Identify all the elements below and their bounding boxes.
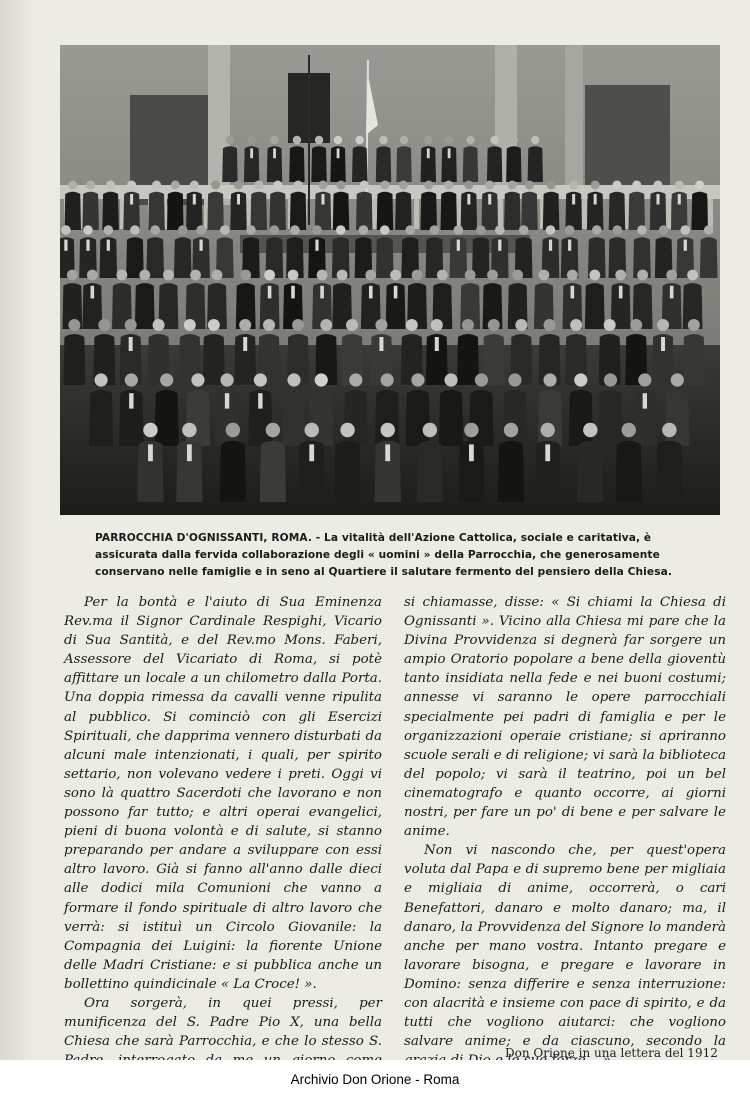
caption-title: PARROCCHIA D'OGNISSANTI, ROMA. (95, 532, 312, 544)
paragraph: Per la bontà e l'aiuto di Sua Eminenza Rev.ma il Signor Cardinale Respighi, Vicario di Sua Santità, e del Rev.mo Mons. Faberi, Assessore del Vicariato di Roma, si potè affittare un locale a un chilometro dalla Porta. Una doppia rimessa da cavalli venne ripulita al pubblico. Si cominciò con gli Esercizi Spirituali, che dapprima vennero disturbati da alcuni male intenzionati, i quali, per spirito settario, non volevano vedere i preti. Oggi vi sono là quattro Sacerdoti che lavorano e non possono far tutto; e altri operai evangelici, pieni di buona volontà e di salute, si stanno preparando per andare a sviluppare con essi altro lavoro. Già si fanno all'anno dalle dieci alle dodici mila Comunioni che vanno a formare il fondo spirituale di altro lavoro che verrà: si istituì un Circolo Giovanile: la Compagnia dei Luigini: la fiorente Unione delle Madri Cristiane: e si pubblica anche un bollettino quindicinale « La Croce! ». (64, 595, 382, 992)
paragraph: Ora sorgerà, in quei pressi, per munificenza del S. Padre Pio X, una bella Chiesa che sarà Parrocchia, e che lo stesso S. (64, 995, 382, 1050)
letter-signature: Don Orione in una lettera del 1912 (505, 1046, 718, 1060)
paragraph: Non vi nascondo che, per quest'opera voluta dal Papa e di supremo bene per migliaia e migliaia di anime, occorrerà, o cari Benefattori, danaro e molto danaro; ma, il danaro, la Provvidenza del Signore lo manderà anche per mano vostra. Intanto pregare e lavorare bisogna, e pregare e lavorare in Domino: senza differire e senza interruzione: con alacrità e insieme con pace di spirito, e da tutti che vogliono aiutarci: che vogliono salvare anime; e da ciascuno, secondo la (404, 843, 726, 1050)
caption-text: - La vitalità dell'Azione Cattolica, sociale e caritativa, è assicurata dalla fervida collaborazione degli « uomini » della Parrocchia, che generosamente conservano nelle famiglie e in seno al Quartiere il salutare fermento del pensiero della Chiesa. (95, 532, 672, 578)
page-binding-shadow (0, 0, 36, 1060)
paragraph: si chiamasse, disse: « Si chiami la Chiesa di Ognissanti ». Vicino alla Chiesa mi pare che la Divina Provvidenza si degnerà far sorgere un ampio Oratorio popolare a bene della gioventù tanto insidiata nella fede e nei buoni costumi; annesse vi saranno le opere parrocchiali specialmente pei padri di famiglia e per le organizzazioni operaie cristiane; si apriranno scuole serali e di religione; vi sarà la biblioteca del popolo; vi sarà il teatrino, poi un bel cinematografo e quanto occorre, ai giorni nostri, per fare un po' di bene e per salvare le anime. (404, 595, 726, 840)
photo-drawing (60, 45, 720, 515)
photo-caption (95, 530, 700, 581)
group-photograph (60, 45, 720, 515)
archive-credit: Archivio Don Orione - Roma (290, 1072, 460, 1087)
article-column-left (64, 593, 382, 1089)
article-column-right (404, 593, 726, 1070)
